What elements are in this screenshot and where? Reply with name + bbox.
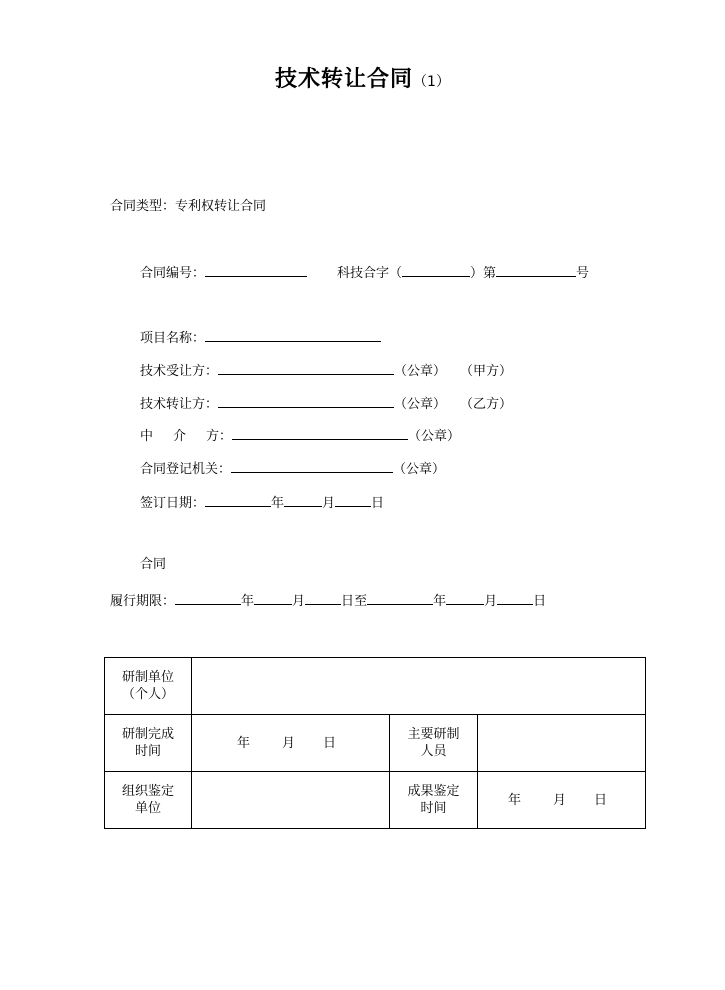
term-start-day-blank[interactable] (305, 590, 341, 605)
transferor-party: （乙方） (460, 397, 513, 412)
sign-year-unit: 年 (271, 496, 285, 511)
table-row-org-unit (105, 772, 646, 829)
term-end-day-blank[interactable] (497, 590, 533, 605)
contract-number-mid: ）第 (470, 266, 497, 281)
sign-day-blank[interactable] (335, 492, 371, 507)
contract-number-suffix: 号 (576, 266, 590, 281)
transferee-blank[interactable] (218, 360, 394, 375)
intermediary-seal: （公章） (408, 429, 461, 444)
project-info-table (104, 657, 646, 829)
term-to: 至 (354, 594, 368, 609)
dev-unit-value-cell[interactable] (192, 658, 646, 715)
sign-year-blank[interactable] (205, 492, 271, 507)
table-row-dev-unit (105, 658, 646, 715)
dev-time-month: 月 (281, 735, 295, 751)
term-line (110, 590, 546, 611)
registrar-line (140, 458, 445, 479)
contract-serial-blank[interactable] (496, 262, 576, 277)
main-dev-label: 主要研制 人员 (390, 715, 478, 772)
term-end-month-blank[interactable] (446, 590, 484, 605)
intermediary-label-1: 中 (140, 429, 154, 444)
term-start-day-unit: 日 (341, 594, 355, 609)
result-time-year: 年 (507, 792, 521, 808)
term-label-line1 (140, 556, 166, 574)
result-time-label: 成果鉴定 时间 (390, 772, 478, 829)
intermediary-label-3: 方： (206, 429, 233, 444)
dev-time-value-cell[interactable] (192, 715, 390, 772)
term-label-2: 履行期限： (110, 594, 176, 609)
contract-type-value: 专利权转让合同 (175, 199, 267, 214)
result-time-value-cell[interactable] (478, 772, 646, 829)
contract-number-label: 合同编号： (140, 266, 206, 281)
transferor-blank[interactable] (218, 393, 394, 408)
term-start-year-unit: 年 (241, 594, 255, 609)
term-start-month-blank[interactable] (254, 590, 292, 605)
term-end-year-unit: 年 (433, 594, 447, 609)
intermediary-blank[interactable] (232, 425, 408, 440)
term-start-year-blank[interactable] (175, 590, 241, 605)
transferor-seal: （公章） (394, 397, 447, 412)
registrar-label: 合同登记机关： (140, 462, 232, 477)
intermediary-label-2: 介 (173, 429, 187, 444)
transferee-label: 技术受让方： (140, 364, 219, 379)
registrar-seal: （公章） (393, 462, 446, 477)
dev-time-day: 日 (323, 735, 337, 751)
contract-number-blank[interactable] (205, 262, 307, 277)
sign-day-unit: 日 (371, 496, 385, 511)
contract-year-blank[interactable] (402, 262, 470, 277)
sign-month-unit: 月 (322, 496, 336, 511)
project-name-line (140, 327, 381, 348)
transferee-party: （甲方） (460, 364, 513, 379)
sign-date-label: 签订日期： (140, 496, 206, 511)
transferor-label: 技术转让方： (140, 397, 219, 412)
contract-number-prefix: 科技合字（ (337, 266, 403, 281)
dev-unit-label: 研制单位 （个人） (105, 658, 192, 715)
org-unit-value-cell[interactable] (192, 772, 390, 829)
transferee-seal: （公章） (394, 364, 447, 379)
term-end-year-blank[interactable] (367, 590, 433, 605)
term-end-day-unit: 日 (533, 594, 547, 609)
sign-month-blank[interactable] (284, 492, 322, 507)
document-title (0, 62, 725, 93)
registrar-blank[interactable] (231, 458, 393, 473)
result-time-month: 月 (553, 792, 567, 808)
title-main: 技术转让合同 (275, 67, 414, 92)
contract-type-label: 合同类型： (110, 199, 176, 214)
term-label-1: 合同 (140, 557, 167, 572)
dev-time-label: 研制完成 时间 (105, 715, 192, 772)
transferor-line (140, 393, 512, 414)
result-time-day: 日 (594, 792, 608, 808)
main-dev-value-cell[interactable] (478, 715, 646, 772)
intermediary-line (140, 425, 460, 446)
dev-time-year: 年 (236, 735, 250, 751)
org-unit-label: 组织鉴定 单位 (105, 772, 192, 829)
sign-date-line (140, 492, 384, 513)
project-name-label: 项目名称： (140, 331, 206, 346)
term-start-month-unit: 月 (292, 594, 306, 609)
transferee-line (140, 360, 512, 381)
table-row-dev-time (105, 715, 646, 772)
contract-type-line (110, 198, 266, 216)
contract-number-line (140, 262, 589, 283)
term-end-month-unit: 月 (484, 594, 498, 609)
title-sub: （1） (413, 74, 450, 90)
project-name-blank[interactable] (205, 327, 381, 342)
